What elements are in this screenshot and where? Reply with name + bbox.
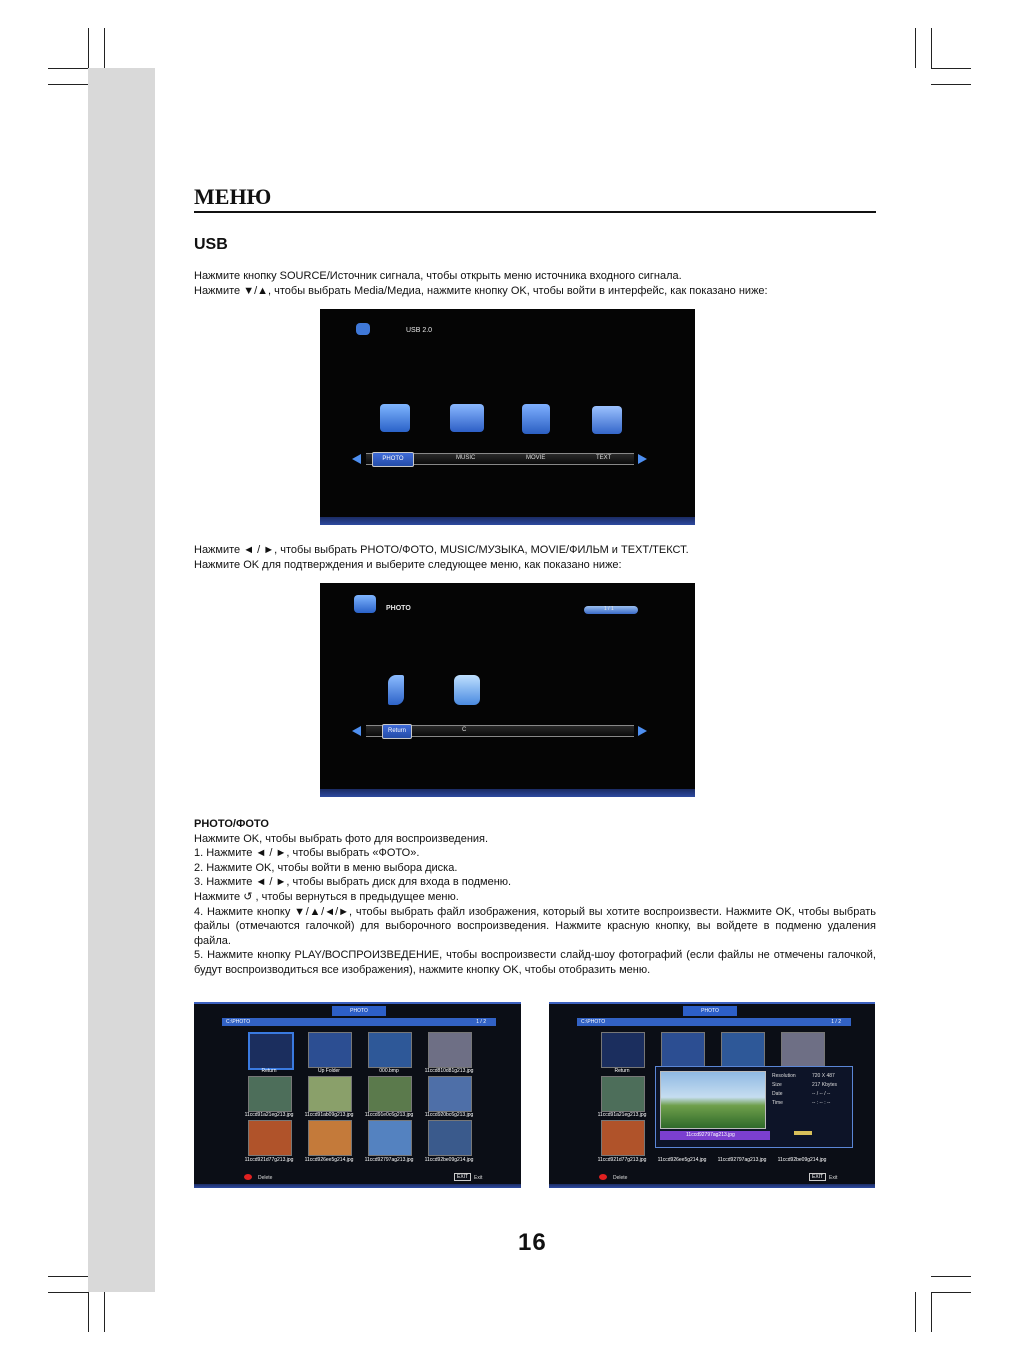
menu-item-text[interactable]: TEXT	[596, 455, 612, 461]
file-label: 11ccd91a21eg213.jpg	[597, 1112, 647, 1118]
file-label: 11ccd92797ag213.jpg	[717, 1157, 767, 1163]
menu-right-arrow[interactable]	[638, 726, 647, 736]
crop-mark	[48, 1292, 88, 1293]
file-label: 11ccd926ee5g214.jpg	[657, 1157, 707, 1163]
crop-mark	[48, 84, 88, 85]
crop-mark	[931, 68, 971, 69]
file-thumb[interactable]	[428, 1076, 472, 1112]
file-thumb[interactable]	[601, 1120, 645, 1156]
file-label: 11ccd92797ag213.jpg	[364, 1157, 414, 1163]
file-label: 11ccd810d81g213.jpg	[424, 1068, 474, 1074]
crop-mark	[931, 1292, 932, 1332]
photo-line: 1. Нажмите ◄ / ►, чтобы выбрать «ФОТО».	[194, 847, 420, 860]
file-label: 11ccd921d77g213.jpg	[597, 1157, 647, 1163]
screen-top-line	[194, 1002, 521, 1004]
middle-line: Нажмите OK для подтверждения и выберите следующее меню, как показано ниже:	[194, 558, 622, 571]
side-gray-bar	[88, 68, 155, 1292]
intro-line: Нажмите ▼/▲, чтобы выбрать Media/Медиа, нажмите кнопку OK, чтобы войти в интерфейс, как показано ниже:	[194, 284, 768, 297]
menu-left-arrow[interactable]	[352, 454, 361, 464]
file-label: 11ccd91a21eg213.jpg	[244, 1112, 294, 1118]
file-label: Up Folder	[318, 1068, 340, 1074]
exit-label: Exit	[474, 1175, 483, 1181]
delete-label: Delete	[613, 1175, 628, 1181]
menu-item-movie[interactable]: MOVIE	[526, 455, 546, 461]
delete-label: Delete	[258, 1175, 273, 1181]
preview-filename: 11ccd92797ag213.jpg	[686, 1132, 735, 1138]
crop-mark	[931, 28, 932, 68]
preview-progress	[794, 1131, 812, 1135]
exit-key: EXIT	[454, 1173, 471, 1181]
info-value-time: -- : -- : --	[812, 1100, 831, 1106]
file-thumb[interactable]	[368, 1032, 412, 1068]
page-heading: МЕНЮ	[194, 184, 272, 209]
file-label: 11ccd92be09g214.jpg	[424, 1157, 474, 1163]
photo-camera-icon	[380, 404, 410, 432]
file-thumb[interactable]	[308, 1120, 352, 1156]
file-label: Return	[614, 1068, 630, 1074]
file-label: 11ccd926ee5g214.jpg	[304, 1157, 354, 1163]
photo-camera-icon	[354, 595, 376, 613]
drive-menu-bar	[366, 725, 634, 737]
page-indicator	[584, 606, 638, 614]
grid-page: 1 / 2	[831, 1019, 841, 1025]
grid-path-bar	[577, 1018, 851, 1026]
grid-path: C:\PHOTO	[226, 1019, 251, 1025]
intro-line: Нажмите кнопку SOURCE/Источник сигнала, чтобы открыть меню источника входного сигнала.	[194, 270, 682, 282]
grid-path-bar	[222, 1018, 496, 1026]
disk-drive-icon	[454, 675, 480, 705]
page-number: 16	[518, 1229, 547, 1256]
file-thumb[interactable]	[308, 1076, 352, 1112]
info-value-resolution: 720 X 487	[812, 1073, 835, 1079]
screen-bottom-bar	[194, 1184, 521, 1188]
screen-bottom-bar	[549, 1184, 875, 1188]
photo-line: 2. Нажмите OK, чтобы войти в меню выбора диска.	[194, 861, 458, 874]
crop-mark	[915, 1292, 916, 1332]
menu-item-music[interactable]: MUSIC	[456, 455, 476, 461]
file-label: 11ccd92be09g214.jpg	[777, 1157, 827, 1163]
info-label-size: Size	[772, 1082, 782, 1088]
menu-right-arrow[interactable]	[638, 454, 647, 464]
file-thumb-up-folder[interactable]	[308, 1032, 352, 1068]
file-thumb[interactable]	[368, 1076, 412, 1112]
info-label-time: Time	[772, 1100, 783, 1106]
menu-item-photo[interactable]: PHOTO	[372, 452, 414, 467]
movie-clapper-icon	[522, 404, 550, 434]
file-thumb[interactable]	[721, 1032, 765, 1068]
heading-rule	[194, 211, 876, 213]
menu-left-arrow[interactable]	[352, 726, 361, 736]
file-thumb-up-folder[interactable]	[661, 1032, 705, 1068]
file-thumb[interactable]	[781, 1032, 825, 1068]
file-label: 11ccd920bc6g213.jpg	[424, 1112, 474, 1118]
crop-mark	[48, 68, 88, 69]
crop-mark	[931, 1292, 971, 1293]
red-button-icon	[244, 1174, 252, 1180]
screen-bottom-bar	[320, 789, 695, 797]
file-thumb[interactable]	[248, 1120, 292, 1156]
photo-step-4: 4. Нажмите кнопку ▼/▲/◄/►, чтобы выбрать файл изображения, который вы хотите воспроизвести. Нажмите OK, чтобы выбрать файлы (отмечаются галочкой) для выборочного воспроизведения. Нажмите красную кнопку, вы войдете в подменю удаления файла.	[194, 905, 876, 947]
menu-item-return[interactable]: Return	[382, 724, 412, 739]
info-label-date: Date	[772, 1091, 783, 1097]
screenshot-photo-drive	[320, 583, 695, 797]
photo-instructions	[194, 817, 876, 978]
file-thumb[interactable]	[248, 1076, 292, 1112]
grid-title: PHOTO	[332, 1006, 386, 1016]
usb-header-label: USB 2.0	[406, 327, 433, 334]
screenshot-photo-grid	[194, 1002, 521, 1188]
file-thumb[interactable]	[428, 1120, 472, 1156]
photo-section-title: PHOTO/ФОТО	[194, 818, 269, 830]
crop-mark	[88, 1292, 89, 1332]
preview-panel	[655, 1066, 853, 1148]
file-thumb-return[interactable]	[601, 1032, 645, 1068]
screenshot-photo-preview	[549, 1002, 875, 1188]
file-thumb[interactable]	[428, 1032, 472, 1068]
preview-image	[660, 1071, 766, 1129]
file-label: 11ccd921d77g213.jpg	[244, 1157, 294, 1163]
music-disc-icon	[450, 404, 484, 432]
screenshot-media-menu	[320, 309, 695, 525]
screen-top-line	[549, 1002, 875, 1004]
file-label: 000.bmp	[379, 1068, 399, 1074]
file-label: 11ccd91ab09g213.jpg	[304, 1112, 354, 1118]
page-indicator-label: 1 / 1	[604, 606, 614, 612]
preview-filename-bar	[660, 1131, 770, 1140]
grid-page: 1 / 2	[476, 1019, 486, 1025]
crop-mark	[931, 1276, 971, 1277]
grid-title: PHOTO	[683, 1006, 737, 1016]
file-thumb[interactable]	[601, 1076, 645, 1112]
crop-mark	[88, 28, 89, 68]
intro-text	[194, 269, 876, 298]
photo-line: Нажмите OK, чтобы выбрать фото для воспроизведения.	[194, 832, 489, 845]
middle-text	[194, 543, 876, 572]
file-thumb-return[interactable]	[248, 1032, 294, 1070]
photo-step-5: 5. Нажмите кнопку PLAY/ВОСПРОИЗВЕДЕНИЕ, чтобы воспроизвести слайд-шоу фотографий (если файлы не отмечены галочкой, будут воспроизводиться все изображения), нажмите кнопку OK, чтобы отобразить меню.	[194, 949, 876, 976]
info-value-date: -- / -- / --	[812, 1091, 831, 1097]
red-button-icon	[599, 1174, 607, 1180]
file-thumb[interactable]	[368, 1120, 412, 1156]
info-label-resolution: Resolution	[772, 1073, 796, 1079]
menu-item-drive-c[interactable]: C	[462, 727, 467, 733]
file-label: 11ccd91e0c6g213.jpg	[364, 1112, 414, 1118]
photo-header-label: PHOTO	[386, 605, 411, 612]
section-title: USB	[194, 236, 228, 253]
middle-line: Нажмите ◄ / ►, чтобы выбрать PHOTO/ФОТО, MUSIC/МУЗЫКА, MOVIE/ФИЛЬМ и TEXT/ТЕКСТ.	[194, 544, 689, 556]
photo-line: Нажмите ↺ , чтобы вернуться в предыдущее меню.	[194, 890, 459, 903]
exit-label: Exit	[829, 1175, 838, 1181]
crop-mark	[915, 28, 916, 68]
crop-mark	[931, 84, 971, 85]
text-document-icon	[592, 406, 622, 434]
return-arrow-icon	[388, 675, 404, 705]
exit-key: EXIT	[809, 1173, 826, 1181]
grid-path: C:\PHOTO	[581, 1019, 606, 1025]
crop-mark	[48, 1276, 88, 1277]
file-label: Return	[261, 1068, 277, 1074]
photo-line: 3. Нажмите ◄ / ►, чтобы выбрать диск для входа в подменю.	[194, 876, 512, 889]
crop-mark	[104, 28, 105, 68]
usb-drive-icon	[356, 323, 370, 335]
screen-bottom-bar	[320, 517, 695, 525]
crop-mark	[104, 1292, 105, 1332]
media-menu-bar	[366, 453, 634, 465]
info-value-size: 217 Kbytes	[812, 1082, 838, 1088]
